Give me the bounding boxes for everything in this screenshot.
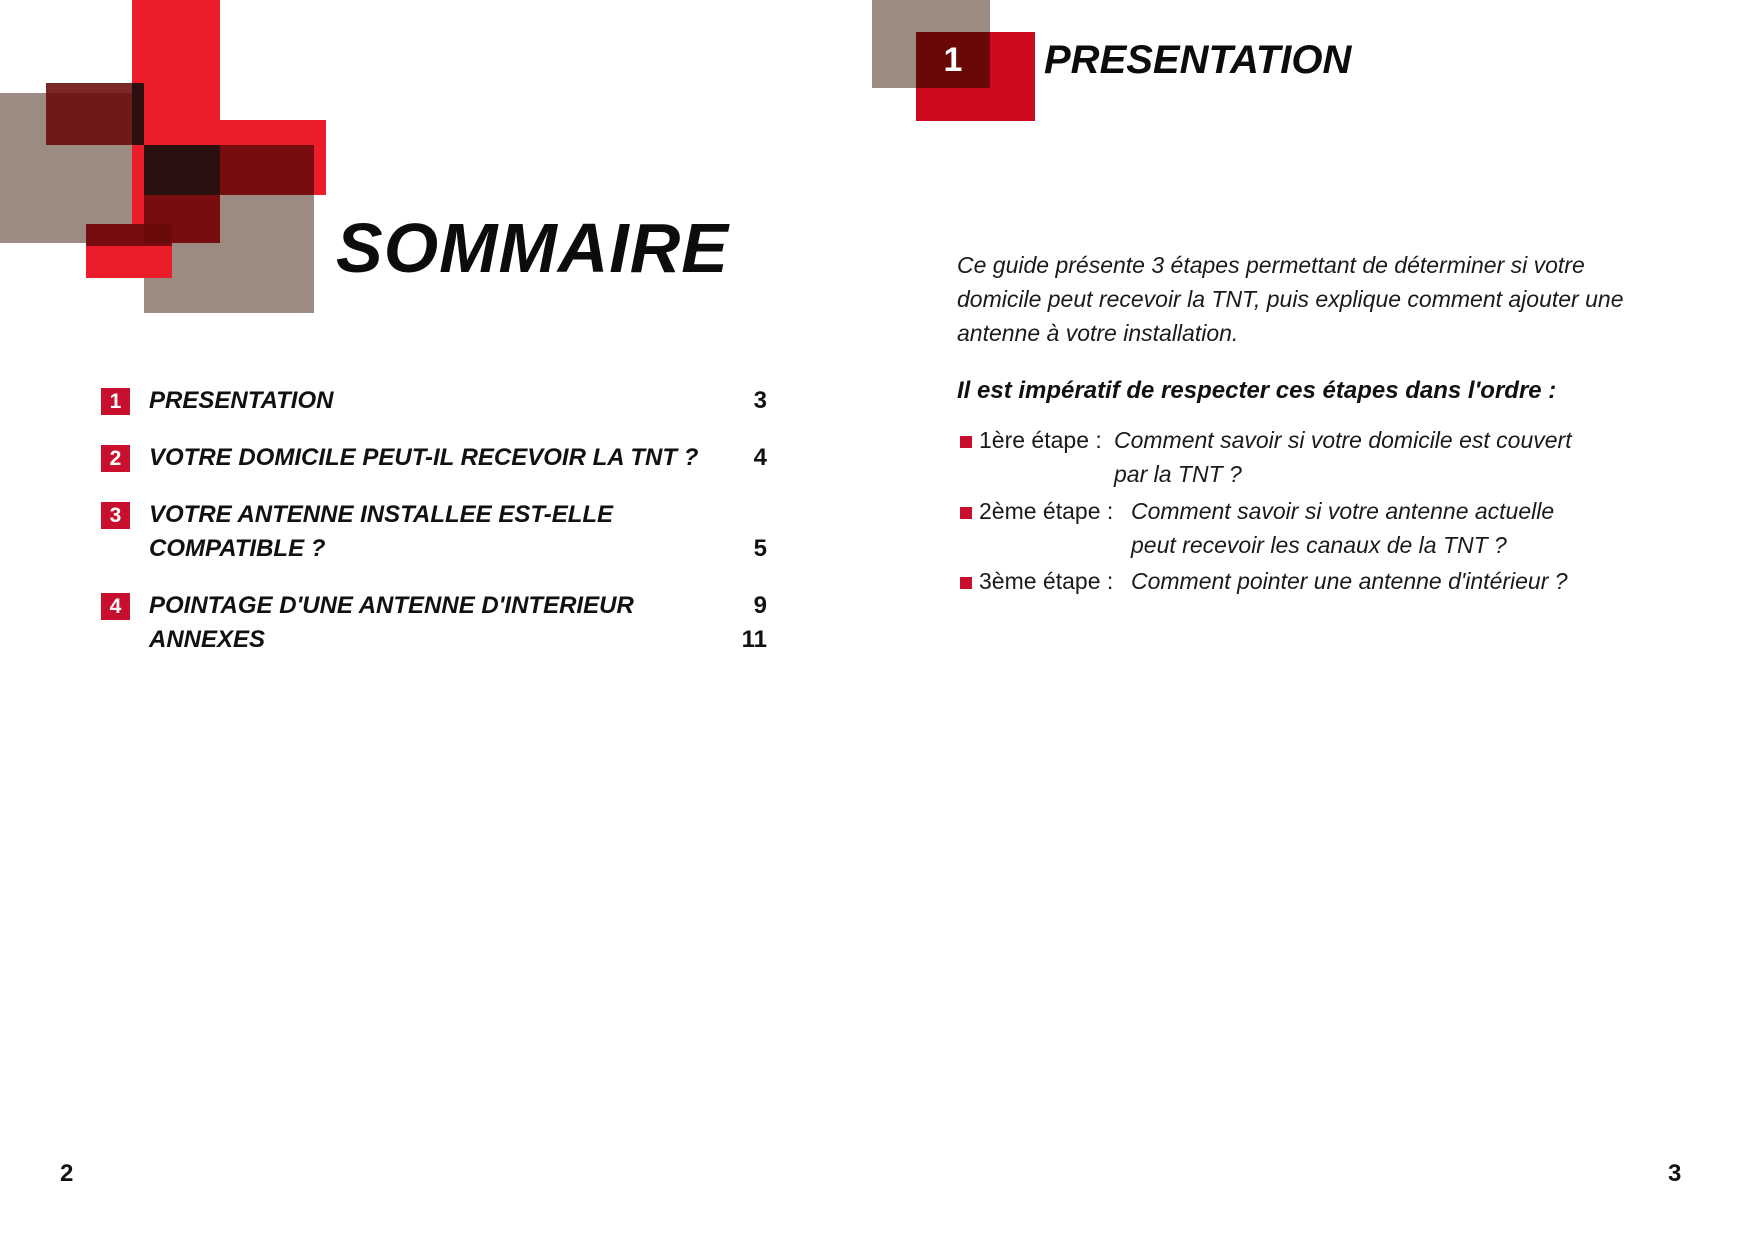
step-label: 2ème étape : (979, 498, 1114, 524)
toc-number-badge: 2 (101, 445, 130, 472)
toc-item-label: ANNEXES (149, 626, 266, 653)
toc-item-label: PRESENTATION (149, 387, 334, 414)
toc-number-badge: 1 (101, 388, 130, 415)
list-item (957, 564, 1657, 598)
imperative-note: Il est impératif de respecter ces étapes dans l'ordre : (957, 377, 1557, 404)
toc-item-label: POINTAGE D'UNE ANTENNE D'INTERIEUR (149, 592, 634, 619)
list-item (957, 494, 1657, 562)
section-title: PRESENTATION (1044, 38, 1352, 82)
page-title: SOMMAIRE (336, 209, 729, 287)
toc-item-label: VOTRE DOMICILE PEUT-IL RECEVOIR LA TNT ? (149, 444, 699, 471)
step-text: Comment savoir si votre antenne actuelle peut recevoir les canaux de la TNT ? (1131, 498, 1555, 558)
toc-number-badge: 3 (101, 502, 130, 529)
section-number: 1 (943, 41, 963, 79)
toc-number-badge: 4 (101, 593, 130, 620)
toc-item[interactable] (101, 589, 767, 623)
list-item (957, 423, 1657, 491)
intro-paragraph: Ce guide présente 3 étapes permettant de déterminer si votre domicile peut recevoir la TNT, puis explique comment ajouter une antenne à votre installation. (957, 252, 1624, 346)
toc-page-number: 4 (753, 444, 767, 471)
toc-page-number: 11 (741, 626, 767, 653)
step-text: Comment savoir si votre domicile est couvert par la TNT ? (1114, 427, 1572, 487)
toc-page-number: 5 (753, 535, 767, 562)
toc-item-label: VOTRE ANTENNE INSTALLEE EST-ELLE COMPATIBLE ? (149, 501, 614, 562)
step-label: 1ère étape : (979, 427, 1102, 453)
toc-page-number: 9 (753, 592, 767, 619)
toc-item[interactable] (101, 623, 767, 657)
toc-item[interactable] (101, 498, 767, 566)
bullet-square-icon (960, 507, 972, 519)
page-number-left: 2 (60, 1160, 74, 1187)
decorative-squares (0, 0, 340, 320)
step-text: Comment pointer une antenne d'intérieur ? (1131, 568, 1568, 594)
bullet-square-icon (960, 436, 972, 448)
step-label: 3ème étape : (979, 568, 1114, 594)
page-number-right: 3 (1668, 1160, 1682, 1187)
toc-page-number: 3 (753, 387, 767, 414)
toc-item[interactable] (101, 441, 767, 475)
toc-item[interactable] (101, 384, 767, 418)
bullet-square-icon (960, 577, 972, 589)
